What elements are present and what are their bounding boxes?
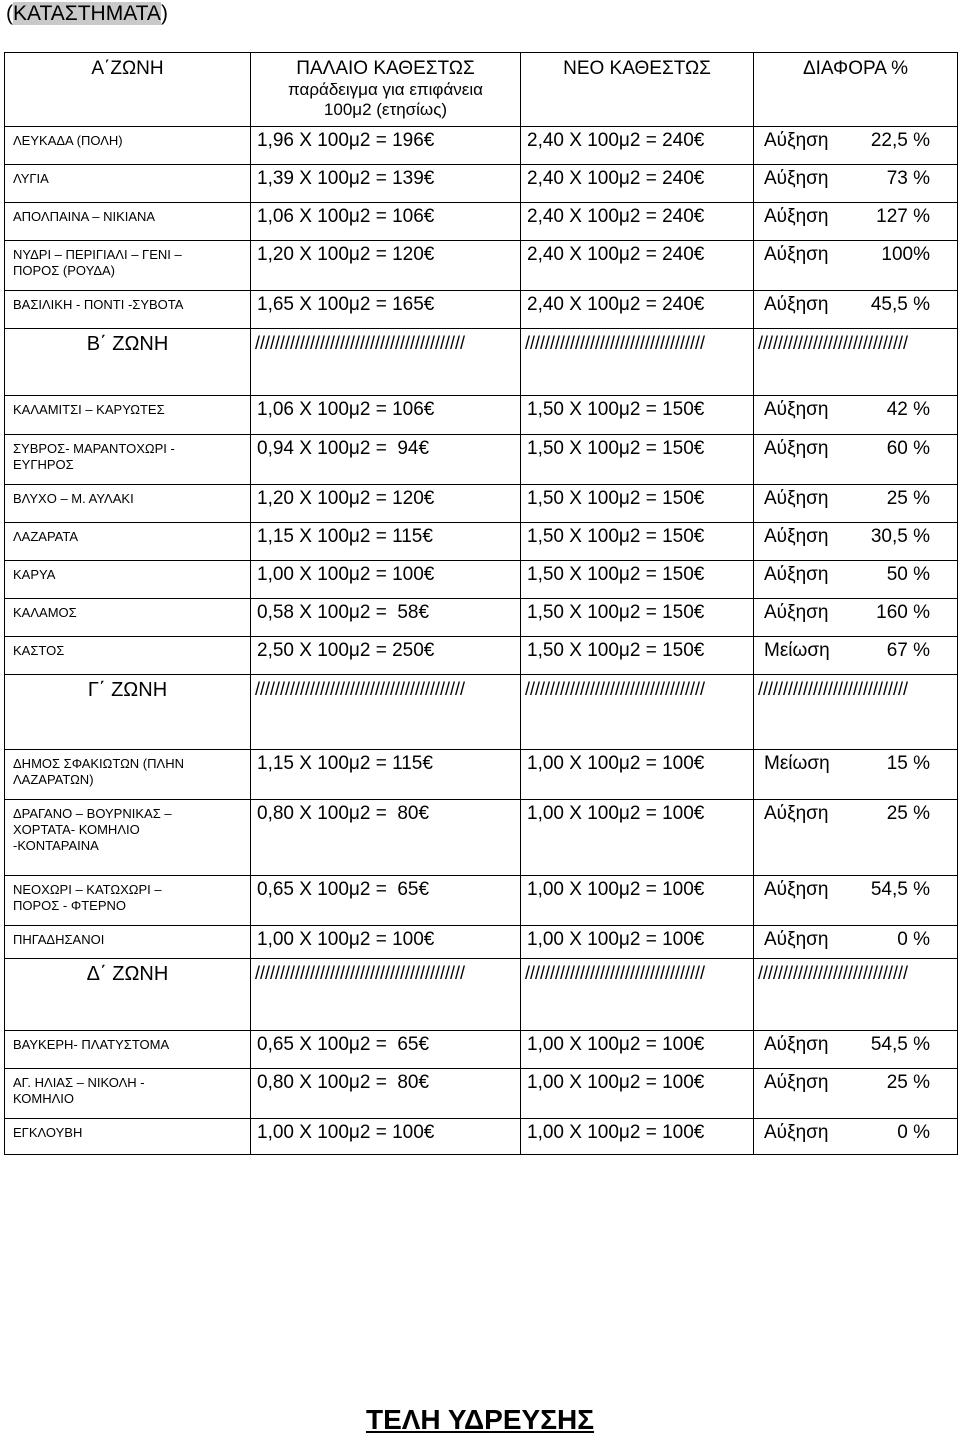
place-name: ΒΑΣΙΛΙΚΗ - ΠΟΝΤΙ -ΣΥΒΟΤΑ: [13, 297, 184, 312]
difference-cell: [754, 637, 958, 675]
old-value-cell: 1,00 Χ 100μ2 = 100€: [251, 561, 521, 599]
table-row: [5, 599, 958, 637]
place-cell: [5, 165, 251, 203]
difference-cell: [754, 291, 958, 329]
zone-d-row: [5, 959, 958, 1031]
table-row: [5, 876, 958, 926]
difference-cell: [754, 396, 958, 435]
table-row: [5, 800, 958, 876]
place-name-line-2: ΕΥΓΗΡΟΣ: [13, 457, 74, 472]
old-value-cell: 0,80 Χ 100μ2 = 80€: [251, 1069, 521, 1119]
table-row: [5, 165, 958, 203]
difference-cell: [754, 1031, 958, 1069]
difference-cell: [754, 165, 958, 203]
new-value-cell: 1,00 Χ 100μ2 = 100€: [521, 1069, 754, 1119]
old-value-cell: 1,00 Χ 100μ2 = 100€: [251, 926, 521, 959]
table-row: [5, 1031, 958, 1069]
heading-open-paren: (: [6, 2, 13, 25]
place-name-line-1: ΣΥΒΡΟΣ- ΜΑΡΑΝΤΟΧΩΡΙ -: [13, 441, 175, 456]
place-name: ΒΛΥΧΟ – Μ. ΑΥΛΑΚΙ: [13, 491, 134, 506]
place-name: ΚΑΣΤΟΣ: [13, 643, 65, 658]
difference-title: ΔΙΑΦΟΡΑ %: [802, 58, 909, 79]
difference-label: Αύξηση: [764, 803, 829, 824]
place-cell: [5, 561, 251, 599]
difference-label: Αύξηση: [764, 526, 829, 547]
zone-d-title: Δ΄ ΖΩΝΗ: [5, 959, 251, 1031]
difference-cell: [754, 127, 958, 165]
zone-b-slashes-old: //////////////////////////////////////////: [251, 329, 521, 396]
place-name-line-2: ΚΟΜΗΛΙΟ: [13, 1091, 75, 1106]
new-value-cell: 1,00 Χ 100μ2 = 100€: [521, 1031, 754, 1069]
place-name: ΛΥΓΙΑ: [13, 171, 49, 186]
old-value-cell: 1,39 Χ 100μ2 = 139€: [251, 165, 521, 203]
old-regime-title: ΠΑΛΑΙΟ ΚΑΘΕΣΤΩΣ: [296, 58, 475, 79]
new-value-cell: 2,40 Χ 100μ2 = 240€: [521, 291, 754, 329]
difference-value: 54,5 %: [870, 879, 930, 900]
place-cell: [5, 523, 251, 561]
difference-label: Αύξηση: [764, 244, 829, 265]
difference-cell: [754, 1069, 958, 1119]
new-value-cell: 1,50 Χ 100μ2 = 150€: [521, 485, 754, 523]
table-row: [5, 485, 958, 523]
zone-c-row: [5, 675, 958, 750]
difference-value: 25 %: [886, 488, 930, 509]
old-value-cell: 0,65 Χ 100μ2 = 65€: [251, 1031, 521, 1069]
heading-text: ΚΑΤΑΣΤΗΜΑΤΑ: [13, 2, 161, 25]
place-name: ΚΑΛΑΜΙΤΣΙ – ΚΑΡΥΩΤΕΣ: [13, 402, 165, 417]
difference-value: 25 %: [886, 803, 930, 824]
difference-label: Αύξηση: [764, 1072, 829, 1093]
place-cell: [5, 1119, 251, 1155]
heading-close-paren: ): [160, 2, 168, 25]
place-cell: [5, 926, 251, 959]
difference-cell: [754, 523, 958, 561]
tariff-table: [4, 52, 958, 1155]
table-row: [5, 203, 958, 241]
table-row: [5, 926, 958, 959]
difference-value: 54,5 %: [870, 1034, 930, 1055]
difference-label: Αύξηση: [764, 399, 829, 420]
place-cell: [5, 800, 251, 876]
new-value-cell: 2,40 Χ 100μ2 = 240€: [521, 127, 754, 165]
place-cell: [5, 876, 251, 926]
old-regime-subtitle-1: παράδειγμα για επιφάνεια: [288, 80, 483, 99]
new-regime-header: [521, 53, 754, 127]
difference-value: 45,5 %: [870, 294, 930, 315]
new-value-cell: 1,50 Χ 100μ2 = 150€: [521, 523, 754, 561]
place-name-line-2: ΛΑΖΑΡΑΤΩΝ): [13, 772, 94, 787]
table-row: [5, 435, 958, 485]
difference-label: Αύξηση: [764, 1034, 829, 1055]
difference-value: 0 %: [897, 929, 930, 950]
difference-value: 30,5 %: [870, 526, 930, 547]
difference-value: 127 %: [876, 206, 930, 227]
table-row: [5, 291, 958, 329]
zone-b-slashes-new: ////////////////////////////////////: [521, 329, 754, 396]
new-value-cell: 1,50 Χ 100μ2 = 150€: [521, 435, 754, 485]
difference-value: 25 %: [886, 1072, 930, 1093]
table-row: [5, 241, 958, 291]
zone-b-slashes-diff: //////////////////////////////: [754, 329, 958, 396]
old-value-cell: 1,96 Χ 100μ2 = 196€: [251, 127, 521, 165]
place-name: ΒΑΥΚΕΡΗ- ΠΛΑΤΥΣΤΟΜΑ: [13, 1037, 170, 1052]
difference-cell: [754, 750, 958, 800]
new-value-cell: 1,00 Χ 100μ2 = 100€: [521, 926, 754, 959]
old-value-cell: 1,06 Χ 100μ2 = 106€: [251, 396, 521, 435]
difference-cell: [754, 241, 958, 291]
difference-value: 15 %: [886, 753, 930, 774]
difference-label: Αύξηση: [764, 1122, 829, 1143]
difference-value: 160 %: [876, 602, 930, 623]
difference-value: 42 %: [886, 399, 930, 420]
place-name-line-2: ΠΟΡΟΣ (ΡΟΥΔΑ): [13, 263, 116, 278]
zone-b-row: [5, 329, 958, 396]
difference-cell: [754, 435, 958, 485]
difference-label: Μείωση: [764, 640, 830, 661]
table-row: [5, 396, 958, 435]
place-name: ΠΗΓΑΔΗΣΑΝΟΙ: [13, 932, 105, 947]
new-value-cell: 2,40 Χ 100μ2 = 240€: [521, 241, 754, 291]
difference-value: 100%: [881, 244, 930, 265]
place-name-line-3: -ΚΟΝΤΑΡΑΙΝΑ: [13, 838, 99, 853]
place-cell: [5, 1069, 251, 1119]
table-header-row: [5, 53, 958, 127]
difference-label: Αύξηση: [764, 564, 829, 585]
page-heading: [6, 2, 168, 26]
old-value-cell: 1,06 Χ 100μ2 = 106€: [251, 203, 521, 241]
zone-d-slashes-old: //////////////////////////////////////////: [251, 959, 521, 1031]
place-name-line-1: ΔΗΜΟΣ ΣΦΑΚΙΩΤΩΝ (ΠΛΗΝ: [13, 756, 184, 771]
new-value-cell: 1,50 Χ 100μ2 = 150€: [521, 599, 754, 637]
old-value-cell: 0,58 Χ 100μ2 = 58€: [251, 599, 521, 637]
difference-label: Αύξηση: [764, 929, 829, 950]
difference-cell: [754, 876, 958, 926]
difference-label: Αύξηση: [764, 206, 829, 227]
difference-label: Αύξηση: [764, 438, 829, 459]
difference-header: [754, 53, 958, 127]
place-name: ΚΑΛΑΜΟΣ: [13, 605, 77, 620]
zone-a-title: Α΄ΖΩΝΗ: [91, 58, 164, 79]
table-row: [5, 637, 958, 675]
zone-a-header: [5, 53, 251, 127]
place-name: ΚΑΡΥΑ: [13, 567, 56, 582]
place-name-line-1: ΝΕΟΧΩΡΙ – ΚΑΤΩΧΩΡΙ –: [13, 882, 162, 897]
difference-label: Αύξηση: [764, 168, 829, 189]
difference-value: 67 %: [886, 640, 930, 661]
difference-label: Αύξηση: [764, 294, 829, 315]
difference-label: Αύξηση: [764, 130, 829, 151]
difference-cell: [754, 599, 958, 637]
difference-value: 0 %: [897, 1122, 930, 1143]
old-value-cell: 1,15 Χ 100μ2 = 115€: [251, 523, 521, 561]
new-value-cell: 1,50 Χ 100μ2 = 150€: [521, 396, 754, 435]
difference-cell: [754, 800, 958, 876]
old-value-cell: 0,80 Χ 100μ2 = 80€: [251, 800, 521, 876]
table-row: [5, 561, 958, 599]
place-name-line-1: ΔΡΑΓΑΝΟ – ΒΟΥΡΝΙΚΑΣ –: [13, 806, 172, 821]
difference-label: Αύξηση: [764, 488, 829, 509]
new-value-cell: 1,00 Χ 100μ2 = 100€: [521, 750, 754, 800]
table-row: [5, 127, 958, 165]
difference-cell: [754, 1119, 958, 1155]
old-value-cell: 1,20 Χ 100μ2 = 120€: [251, 485, 521, 523]
table-row: [5, 523, 958, 561]
new-value-cell: 1,00 Χ 100μ2 = 100€: [521, 1119, 754, 1155]
difference-value: 73 %: [886, 168, 930, 189]
place-cell: [5, 750, 251, 800]
water-fees-title: ΤΕΛΗ ΥΔΡΕΥΣΗΣ: [365, 1404, 595, 1435]
place-name: ΛΕΥΚΑΔΑ (ΠΟΛΗ): [13, 133, 123, 148]
table-row: [5, 750, 958, 800]
difference-label: Αύξηση: [764, 879, 829, 900]
difference-label: Μείωση: [764, 753, 830, 774]
place-cell: [5, 203, 251, 241]
difference-cell: [754, 561, 958, 599]
zone-b-title: Β΄ ΖΩΝΗ: [5, 329, 251, 396]
new-regime-title: ΝΕΟ ΚΑΘΕΣΤΩΣ: [563, 58, 711, 79]
place-name: ΛΑΖΑΡΑΤΑ: [13, 529, 79, 544]
place-cell: [5, 291, 251, 329]
new-value-cell: 1,50 Χ 100μ2 = 150€: [521, 637, 754, 675]
new-value-cell: 1,00 Χ 100μ2 = 100€: [521, 800, 754, 876]
new-value-cell: 1,00 Χ 100μ2 = 100€: [521, 876, 754, 926]
place-cell: [5, 241, 251, 291]
zone-c-slashes-old: //////////////////////////////////////////: [251, 675, 521, 750]
difference-cell: [754, 926, 958, 959]
old-regime-header: [251, 53, 521, 127]
zone-c-slashes-new: ////////////////////////////////////: [521, 675, 754, 750]
difference-cell: [754, 485, 958, 523]
zone-d-slashes-diff: //////////////////////////////: [754, 959, 958, 1031]
place-name-line-1: ΝΥΔΡΙ – ΠΕΡΙΓΙΑΛΙ – ΓΕΝΙ –: [13, 247, 182, 262]
place-cell: [5, 1031, 251, 1069]
place-cell: [5, 435, 251, 485]
zone-d-slashes-new: ////////////////////////////////////: [521, 959, 754, 1031]
old-value-cell: 1,65 Χ 100μ2 = 165€: [251, 291, 521, 329]
old-value-cell: 2,50 Χ 100μ2 = 250€: [251, 637, 521, 675]
place-name: ΕΓΚΛΟΥΒΗ: [13, 1125, 83, 1140]
old-value-cell: 1,00 Χ 100μ2 = 100€: [251, 1119, 521, 1155]
old-value-cell: 0,94 Χ 100μ2 = 94€: [251, 435, 521, 485]
new-value-cell: 1,50 Χ 100μ2 = 150€: [521, 561, 754, 599]
difference-value: 50 %: [886, 564, 930, 585]
old-value-cell: 0,65 Χ 100μ2 = 65€: [251, 876, 521, 926]
place-name-line-2: ΠΟΡΟΣ - ΦΤΕΡΝΟ: [13, 898, 127, 913]
difference-value: 22,5 %: [870, 130, 930, 151]
place-cell: [5, 599, 251, 637]
difference-value: 60 %: [886, 438, 930, 459]
new-value-cell: 2,40 Χ 100μ2 = 240€: [521, 165, 754, 203]
place-cell: [5, 127, 251, 165]
difference-label: Αύξηση: [764, 602, 829, 623]
table-row: [5, 1119, 958, 1155]
difference-cell: [754, 203, 958, 241]
new-value-cell: 2,40 Χ 100μ2 = 240€: [521, 203, 754, 241]
old-value-cell: 1,15 Χ 100μ2 = 115€: [251, 750, 521, 800]
zone-c-title: Γ΄ ΖΩΝΗ: [5, 675, 251, 750]
place-cell: [5, 485, 251, 523]
place-cell: [5, 637, 251, 675]
place-name-line-2: ΧΟΡΤΑΤΑ- ΚΟΜΗΛΙΟ: [13, 822, 140, 837]
place-name-line-1: ΑΓ. ΗΛΙΑΣ – ΝΙΚΟΛΗ -: [13, 1075, 145, 1090]
place-name: ΑΠΟΛΠΑΙΝΑ – ΝΙΚΙΑΝΑ: [13, 209, 156, 224]
old-value-cell: 1,20 Χ 100μ2 = 120€: [251, 241, 521, 291]
table-row: [5, 1069, 958, 1119]
zone-c-slashes-diff: //////////////////////////////: [754, 675, 958, 750]
place-cell: [5, 396, 251, 435]
old-regime-subtitle-2: 100μ2 (ετησίως): [323, 100, 448, 119]
